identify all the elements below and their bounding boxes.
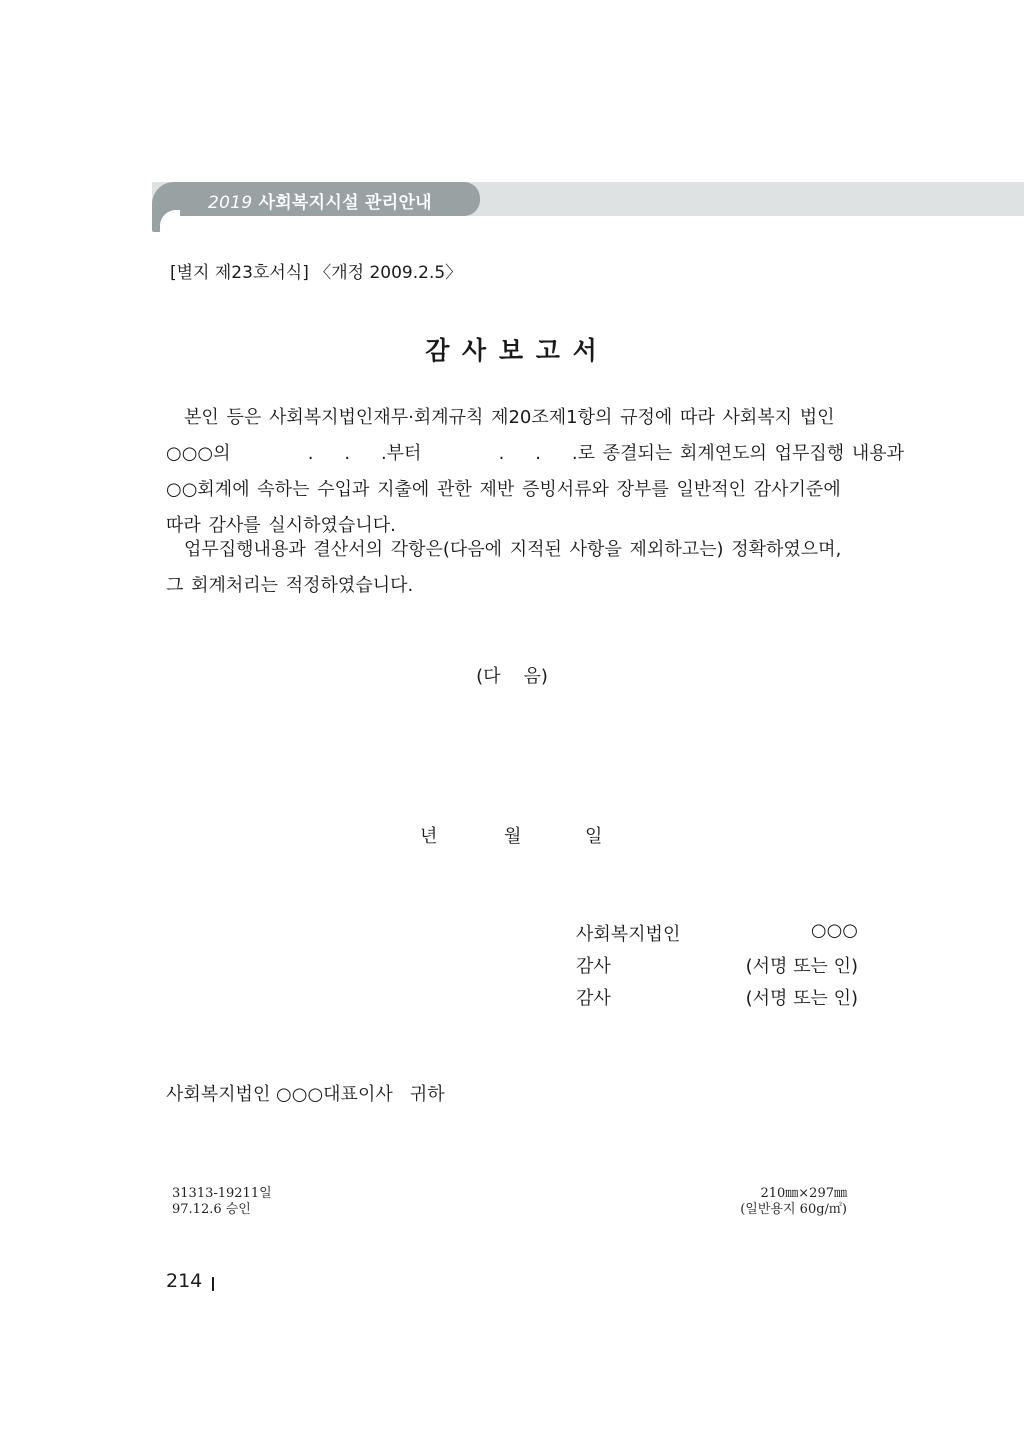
signature-label: 감사 <box>576 988 611 1009</box>
signature-value: (서명 또는 인) <box>745 956 858 977</box>
running-header <box>208 188 432 213</box>
header-year: 2019 <box>208 193 253 213</box>
footer-paper-type: (일반용지 60g/㎡) <box>740 1202 847 1217</box>
notice-heading: (다 음) <box>476 666 548 687</box>
footer-form-number: 31313-19211일 <box>172 1186 272 1201</box>
date-day: 일 <box>585 826 603 847</box>
paragraph-1-line: 따라 감사를 실시하였습니다. <box>166 515 396 536</box>
footer-approval: 97.12.6 승인 <box>172 1202 251 1217</box>
date-year: 년 <box>420 826 438 847</box>
signature-label: 사회복지법인 <box>576 924 681 945</box>
signature-label: 감사 <box>576 956 611 977</box>
paragraph-1-line: 본인 등은 사회복지법인재무·회계규칙 제20조제1항의 규정에 따라 사회복지 법인 <box>184 407 835 428</box>
form-label: [별지 제23호서식] 〈개정 2009.2.5〉 <box>170 263 463 283</box>
paragraph-2 <box>166 532 862 604</box>
footer-paper-size: 210㎜×297㎜ <box>760 1186 847 1201</box>
signature-value: ○○○ <box>810 920 858 941</box>
recipient: 사회복지법인 ○○○대표이사 귀하 <box>166 1084 445 1105</box>
paragraph-1 <box>166 400 905 544</box>
header-title: 사회복지시설 관리안내 <box>258 193 432 213</box>
footer-right <box>740 1186 847 1218</box>
document-title: 감 사 보 고 서 <box>425 336 599 365</box>
footer-left <box>172 1186 272 1218</box>
page-number: 214 <box>166 1270 203 1292</box>
date-month: 월 <box>504 826 522 847</box>
paragraph-1-line: ○○○의 . . .부터 . . .로 종결되는 회계연도의 업무집행 내용과 <box>166 443 905 464</box>
page-number-divider <box>212 1277 214 1291</box>
paragraph-2-line: 업무집행내용과 결산서의 각항은(다음에 지적된 사항을 제외하고는) 정확하였으며, <box>184 539 842 560</box>
signature-value: (서명 또는 인) <box>745 988 858 1009</box>
paragraph-1-line: ○○회계에 속하는 수입과 지출에 관한 제반 증빙서류와 장부를 일반적인 감사기준에 <box>166 479 841 500</box>
paragraph-2-line: 그 회계처리는 적정하였습니다. <box>166 575 414 596</box>
